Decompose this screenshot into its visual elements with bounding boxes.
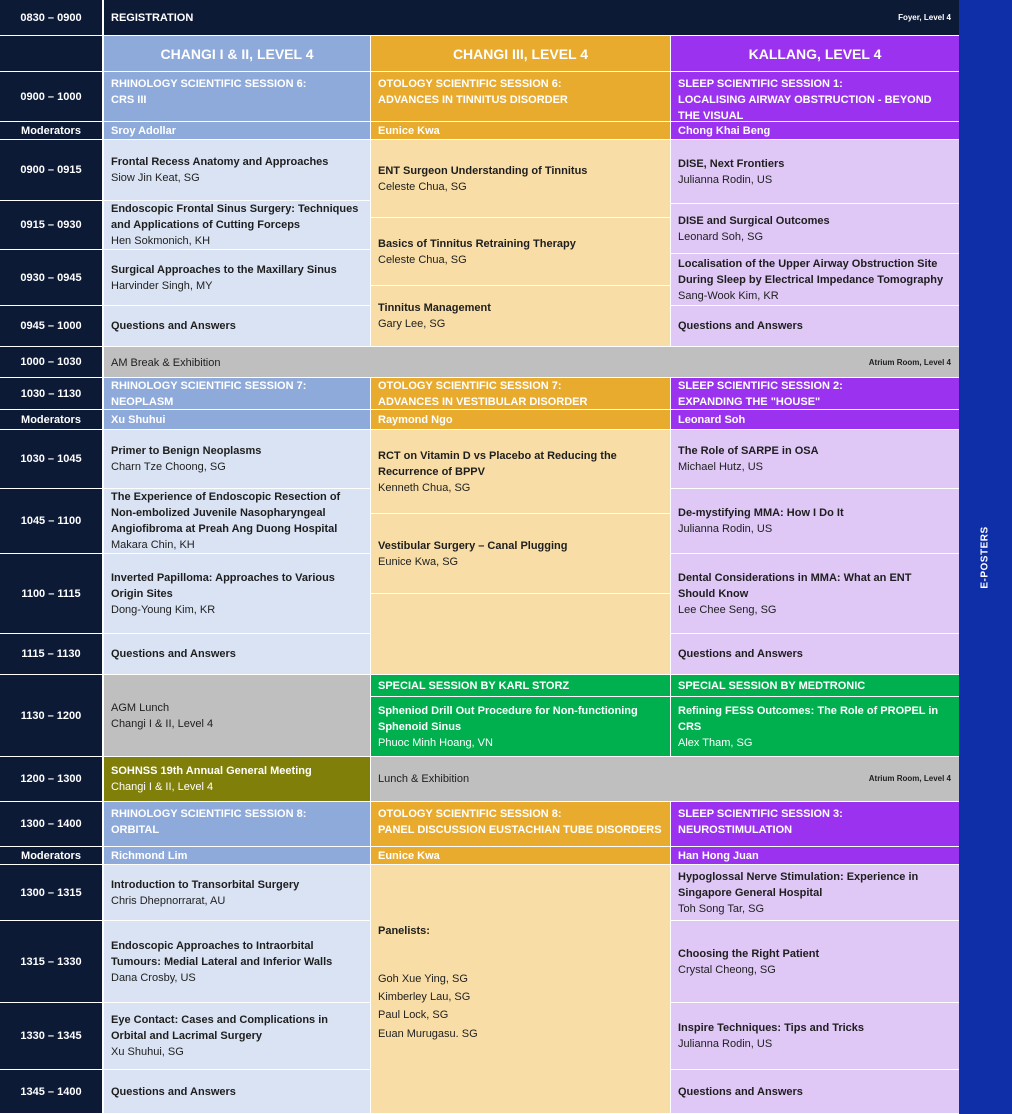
talk-title: Questions and Answers (111, 648, 236, 660)
talk-item (104, 1003, 371, 1070)
moderator-otology (371, 122, 671, 140)
moderators-label-text: Moderators (21, 124, 81, 137)
time-label: 0900 – 0915 (20, 164, 82, 176)
talk-title: Questions and Answers (678, 320, 803, 332)
time-label: 1115 – 1130 (21, 648, 81, 660)
talk-speaker: Sang-Wook Kim, KR (678, 289, 779, 302)
panel-discussion (371, 865, 671, 1114)
talk-title: Frontal Recess Anatomy and Approaches (111, 156, 329, 168)
talk-title: Introduction to Transorbital Surgery (111, 878, 300, 891)
time-label: 0915 – 0930 (20, 219, 82, 231)
session-subtitle: CRS III (111, 94, 147, 106)
talk-title: Sphenoid Sinus (378, 720, 462, 733)
session-subtitle: LOCALISING AIRWAY OBSTRUCTION - BEYOND (678, 94, 932, 106)
talk-item (104, 201, 371, 250)
moderators-label-text: Moderators (21, 413, 81, 426)
talk-title: Origin Sites (111, 587, 173, 600)
time-label: 1300 – 1315 (20, 886, 82, 899)
panelist-name: Goh Xue Ying, SG (378, 973, 468, 985)
venue-header-changi-3 (371, 36, 671, 72)
talk-speaker: Dana Crosby, US (111, 971, 196, 984)
talk-title: During Sleep by Electrical Impedance Tomography (678, 273, 944, 286)
talk-speaker: Kenneth Chua, SG (378, 481, 471, 494)
talk-item (671, 430, 959, 489)
talk-title: De-mystifying MMA: How I Do It (678, 507, 844, 519)
talk-title: Questions and Answers (111, 320, 236, 332)
talk-title: CRS (678, 720, 702, 733)
time-label: 1100 – 1115 (21, 587, 81, 600)
session-subtitle: ADVANCES IN VESTIBULAR DISORDER (378, 396, 588, 408)
session-header-rhinology-8 (104, 802, 371, 847)
talk-item (371, 430, 671, 514)
session-title: RHINOLOGY SCIENTIFIC SESSION 7: (111, 380, 307, 392)
session-subtitle: ORBITAL (111, 824, 160, 836)
moderator-rhinology (104, 410, 371, 430)
time-label: 1330 – 1345 (20, 1030, 82, 1042)
talk-title: RCT on Vitamin D vs Placebo at Reducing the (378, 449, 617, 462)
talk-item (104, 1070, 371, 1114)
moderator-otology (371, 410, 671, 430)
moderator-name: Chong Khai Beng (678, 124, 771, 137)
session-header-rhinology-7 (104, 378, 371, 410)
talk-speaker: Xu Shuhui, SG (111, 1046, 184, 1058)
talk-title: Questions and Answers (678, 1085, 803, 1098)
talk-title: Tinnitus Management (378, 302, 491, 314)
session-subtitle: THE VISUAL (678, 110, 744, 122)
talk-title: Recurrence of BPPV (378, 465, 485, 478)
talk-speaker: Hen Sokmonich, KH (111, 235, 211, 247)
session-title: OTOLOGY SCIENTIFIC SESSION 7: (378, 380, 562, 392)
registration-location: Foyer, Level 4 (898, 13, 951, 22)
session-title: SLEEP SCIENTIFIC SESSION 2: (678, 380, 843, 392)
moderator-rhinology (104, 847, 371, 865)
e-posters-label: E-POSTERS (980, 525, 992, 589)
venue-label: CHANGI I & II, LEVEL 4 (160, 45, 314, 62)
venue-label: CHANGI III, LEVEL 4 (452, 45, 589, 62)
talk-speaker: Crystal Cheong, SG (678, 963, 776, 976)
agm-location: Changi I & II, Level 4 (111, 781, 214, 793)
talk-title: Choosing the Right Patient (678, 947, 820, 960)
session-subtitle: NEUROSTIMULATION (678, 824, 793, 836)
talk-title: Basics of Tinnitus Retraining Therapy (378, 237, 576, 250)
special-session-title: SPECIAL SESSION BY KARL STORZ (378, 679, 570, 692)
lunch-exhibition-row (371, 757, 959, 802)
talk-title: DISE and Surgical Outcomes (678, 214, 830, 227)
break-label: AM Break & Exhibition (111, 357, 221, 369)
talk-title: Endoscopic Approaches to Intraorbital (111, 939, 314, 952)
time-label: 0830 – 0900 (20, 11, 82, 24)
talk-speaker: Celeste Chua, SG (378, 180, 467, 193)
time-label: 0945 – 1000 (20, 320, 82, 332)
time-label: 1030 – 1130 (20, 387, 82, 400)
panelist-name: Kimberley Lau, SG (378, 991, 471, 1003)
talk-speaker: Eunice Kwa, SG (378, 555, 459, 568)
moderator-name: Xu Shuhui (111, 413, 166, 426)
registration-label: REGISTRATION (111, 12, 194, 24)
talk-title: Inspire Techniques: Tips and Tricks (678, 1022, 865, 1034)
moderators-label (0, 122, 104, 140)
registration-row (104, 0, 959, 36)
special-session-title: SPECIAL SESSION BY MEDTRONIC (678, 679, 866, 692)
time-slot (0, 306, 104, 347)
talk-speaker: Charn Tze Choong, SG (111, 461, 226, 473)
venue-label: KALLANG, LEVEL 4 (748, 45, 882, 62)
session-header-otology-6 (371, 72, 671, 122)
time-label: 1300 – 1400 (20, 818, 82, 830)
time-slot (0, 921, 104, 1003)
agm-title: SOHNSS 19th Annual General Meeting (111, 765, 312, 777)
time-slot (0, 802, 104, 847)
talk-item (671, 921, 959, 1003)
time-slot (0, 489, 104, 554)
talk-title: Dental Considerations in MMA: What an ENT (678, 571, 912, 584)
talk-item (104, 865, 371, 921)
empty-slot (371, 594, 671, 675)
moderator-name: Eunice Kwa (378, 849, 440, 862)
talk-title: Orbital and Lacrimal Surgery (111, 1030, 262, 1042)
talk-title: Singapore General Hospital (678, 886, 823, 899)
e-posters-band (959, 0, 1012, 1114)
talk-speaker: Michael Hutz, US (678, 461, 763, 473)
session-title: SLEEP SCIENTIFIC SESSION 1: (678, 78, 843, 90)
talk-title: The Role of SARPE in OSA (678, 445, 819, 457)
time-slot (0, 0, 104, 36)
session-header-sleep-3 (671, 802, 959, 847)
talk-title: Endoscopic Frontal Sinus Surgery: Techniques (111, 203, 359, 215)
special-session-talk (671, 697, 959, 757)
session-header-otology-7 (371, 378, 671, 410)
moderator-otology (371, 847, 671, 865)
talk-item (671, 865, 959, 921)
talk-speaker: Toh Song Tar, SG (678, 902, 765, 915)
special-session-talk (371, 697, 671, 757)
moderator-name: Richmond Lim (111, 849, 188, 862)
session-header-sleep-1 (671, 72, 959, 122)
venue-header-changi-1-2 (104, 36, 371, 72)
special-session-header-medtronic (671, 675, 959, 697)
talk-item (371, 218, 671, 286)
time-label: 0900 – 1000 (20, 90, 82, 103)
talk-item (104, 921, 371, 1003)
talk-speaker: Siow Jin Keat, SG (111, 172, 200, 184)
time-slot (0, 675, 104, 757)
agm-meeting (104, 757, 371, 802)
break-row (104, 347, 959, 378)
time-slot (0, 634, 104, 675)
talk-item (104, 140, 371, 201)
talk-item (671, 204, 959, 254)
time-label: 1130 – 1200 (20, 709, 82, 722)
time-slot (0, 140, 104, 201)
time-slot (0, 250, 104, 306)
time-label: 0930 – 0945 (20, 271, 82, 284)
panelist-name: Euan Murugasu. SG (378, 1028, 478, 1040)
talk-item (104, 430, 371, 489)
talk-title: Eye Contact: Cases and Complications in (111, 1014, 328, 1026)
talk-speaker: Gary Lee, SG (378, 318, 446, 330)
session-subtitle: EXPANDING THE "HOUSE" (678, 396, 821, 408)
session-title: SLEEP SCIENTIFIC SESSION 3: (678, 808, 843, 820)
break-location: Atrium Room, Level 4 (868, 358, 951, 367)
panelist-name: Paul Lock, SG (378, 1009, 449, 1021)
talk-item (371, 514, 671, 594)
talk-speaker: Dong-Young Kim, KR (111, 603, 216, 616)
time-slot (0, 865, 104, 921)
talk-speaker: Alex Tham, SG (678, 736, 753, 749)
talk-title: Localisation of the Upper Airway Obstruction Site (678, 257, 938, 270)
session-title: OTOLOGY SCIENTIFIC SESSION 8: (378, 808, 562, 820)
talk-title: Should Know (678, 587, 749, 600)
talk-speaker: Julianna Rodin, US (678, 1038, 773, 1050)
agm-lunch (104, 675, 371, 757)
talk-speaker: Chris Dhepnorrarat, AU (111, 894, 226, 907)
talk-item (104, 634, 371, 675)
moderator-sleep (671, 410, 959, 430)
talk-speaker: Leonard Soh, SG (678, 230, 764, 243)
talk-title: Questions and Answers (678, 648, 803, 660)
talk-item (104, 554, 371, 634)
talk-item (671, 554, 959, 634)
talk-title: DISE, Next Frontiers (678, 157, 785, 170)
session-subtitle: ADVANCES IN TINNITUS DISORDER (378, 94, 568, 106)
time-slot (0, 1070, 104, 1114)
talk-speaker: Julianna Rodin, US (678, 523, 773, 535)
talk-item (371, 140, 671, 218)
session-subtitle: NEOPLASM (111, 396, 174, 408)
talk-item (104, 489, 371, 554)
talk-item (671, 140, 959, 204)
lunch-label: Lunch & Exhibition (378, 773, 470, 785)
time-label: 1030 – 1045 (20, 453, 82, 465)
talk-title: Refining FESS Outcomes: The Role of PROPEL in (678, 704, 939, 717)
time-slot (0, 72, 104, 122)
time-label: 1200 – 1300 (20, 773, 82, 785)
moderator-sleep (671, 847, 959, 865)
talk-title: Inverted Papilloma: Approaches to Various (111, 571, 335, 584)
session-header-otology-8 (371, 802, 671, 847)
session-title: RHINOLOGY SCIENTIFIC SESSION 8: (111, 808, 307, 820)
talk-title: Hypoglossal Nerve Stimulation: Experience in (678, 870, 919, 883)
moderator-name: Leonard Soh (678, 413, 746, 426)
talk-speaker: Julianna Rodin, US (678, 173, 773, 186)
time-slot (0, 347, 104, 378)
talk-item (671, 634, 959, 675)
moderator-name: Sroy Adollar (111, 124, 176, 137)
time-label: 1315 – 1330 (20, 955, 82, 968)
special-session-header-karl-storz (371, 675, 671, 697)
talk-speaker: Celeste Chua, SG (378, 253, 467, 266)
talk-title: Surgical Approaches to the Maxillary Sinus (111, 263, 337, 276)
time-slot (0, 757, 104, 802)
lunch-title: AGM Lunch (111, 701, 170, 714)
talk-title: and Applications of Cutting Forceps (111, 219, 301, 231)
talk-title: ENT Surgeon Understanding of Tinnitus (378, 164, 588, 177)
talk-item (104, 250, 371, 306)
talk-title: Vestibular Surgery – Canal Plugging (378, 539, 568, 552)
header-blank (0, 36, 104, 72)
time-label: 1345 – 1400 (20, 1085, 82, 1098)
lunch-location: Atrium Room, Level 4 (868, 774, 951, 783)
talk-title: Angiofibroma at Preah Ang Duong Hospital (111, 523, 338, 535)
panelists-label: Panelists: (378, 925, 430, 937)
talk-title: Questions and Answers (111, 1085, 236, 1098)
talk-title: Tumours: Medial Lateral and Inferior Walls (111, 955, 333, 968)
talk-title: Primer to Benign Neoplasms (111, 445, 262, 457)
talk-item (671, 254, 959, 306)
session-title: OTOLOGY SCIENTIFIC SESSION 6: (378, 78, 562, 90)
talk-item (671, 306, 959, 347)
moderators-label-text: Moderators (21, 849, 81, 862)
talk-title: Non-embolized Juvenile Nasopharyngeal (111, 507, 326, 519)
venue-header-kallang (671, 36, 959, 72)
session-title: RHINOLOGY SCIENTIFIC SESSION 6: (111, 78, 307, 90)
talk-speaker: Makara Chin, KH (111, 539, 195, 551)
moderator-rhinology (104, 122, 371, 140)
moderator-name: Eunice Kwa (378, 124, 440, 137)
session-subtitle: PANEL DISCUSSION EUSTACHIAN TUBE DISORDERS (378, 824, 662, 836)
moderator-name: Raymond Ngo (378, 413, 453, 426)
time-label: 1000 – 1030 (20, 356, 82, 368)
talk-item (104, 306, 371, 347)
moderator-sleep (671, 122, 959, 140)
talk-speaker: Phuoc Minh Hoang, VN (378, 736, 493, 749)
session-header-rhinology-6 (104, 72, 371, 122)
talk-item (671, 489, 959, 554)
talk-item (371, 286, 671, 347)
talk-title: Spheniod Drill Out Procedure for Non-functioning (378, 704, 638, 717)
talk-title: The Experience of Endoscopic Resection of (111, 491, 341, 503)
talk-speaker: Harvinder Singh, MY (111, 279, 213, 292)
time-slot (0, 378, 104, 410)
lunch-location: Changi I & II, Level 4 (111, 717, 214, 730)
time-slot (0, 1003, 104, 1070)
talk-speaker: Lee Chee Seng, SG (678, 603, 777, 616)
session-header-sleep-2 (671, 378, 959, 410)
moderator-name: Han Hong Juan (678, 849, 759, 862)
time-label: 1045 – 1100 (20, 515, 82, 527)
time-slot (0, 430, 104, 489)
time-slot (0, 554, 104, 634)
moderators-label (0, 410, 104, 430)
time-slot (0, 201, 104, 250)
moderators-label (0, 847, 104, 865)
talk-item (671, 1003, 959, 1070)
talk-item (671, 1070, 959, 1114)
